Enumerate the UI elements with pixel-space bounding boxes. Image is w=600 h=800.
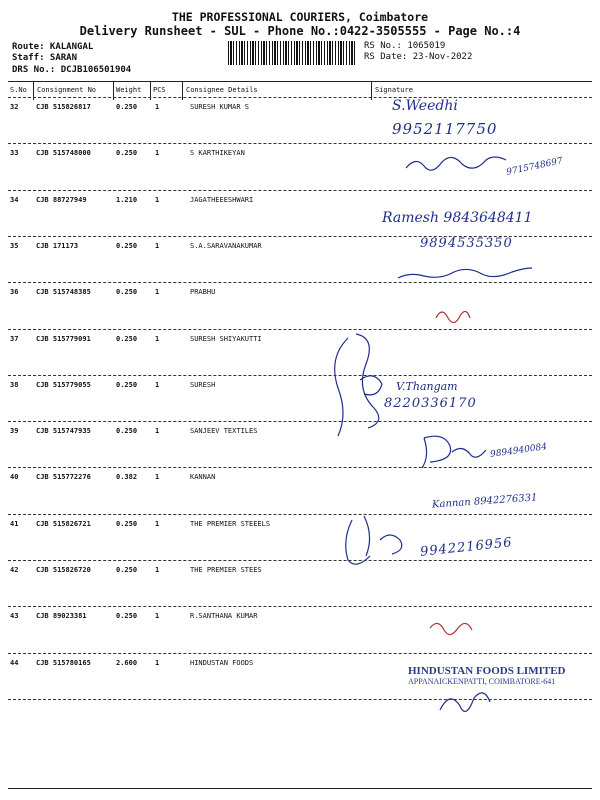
row-sno: 42 [10,566,19,574]
row-consignee: HINDUSTAN FOODS [190,658,254,667]
row-consignment: CJB 515826817 [36,103,91,111]
row-consignee: R.SANTHANA KUMAR [190,612,258,621]
signature-40: Kannan 8942276331 [431,492,538,511]
phone-38: 8220336170 [384,396,477,411]
row-sno: 33 [10,149,19,158]
phone-41: 9942216956 [419,535,514,560]
row-consignment: CJB 515747935 [36,427,91,436]
rs-date: RS Date: 23-Nov-2022 [364,52,473,62]
row-consignee: SURESH KUMAR S [190,103,250,111]
row-weight: 2.600 [116,658,138,667]
col-header-consignment: Consignment No [37,86,97,94]
row-consignee: KANNAN [190,473,216,482]
row-pcs: 1 [155,103,160,111]
row-consignment: CJB 89023381 [36,612,87,621]
row-sno: 37 [10,334,19,343]
row-weight: 0.250 [116,288,138,297]
row-pcs: 1 [155,519,160,528]
row-sno: 44 [10,658,19,667]
row-weight: 0.250 [116,427,138,436]
col-header-weight: Weight [116,86,142,94]
stamp-name: HINDUSTAN FOODS LIMITED [408,665,566,677]
row-sno: 35 [10,241,19,250]
row-consignee: S KARTHIKEYAN [190,149,245,158]
row-pcs: 1 [155,566,160,574]
row-weight: 0.250 [116,149,138,158]
row-consignment: CJB 515748000 [36,149,91,158]
route-label: Route: KALANGAL [12,42,94,52]
row-sno: 34 [10,195,19,204]
row-consignment: CJB 171173 [36,241,79,250]
drs-number: DRS No.: DCJB106501904 [12,65,132,75]
table-bottom-border [8,788,592,789]
row-sno: 39 [10,427,19,436]
row-pcs: 1 [155,149,160,158]
rs-number: RS No.: 1065019 [364,41,446,51]
row-consignee: SURESH SHIYAKUTTI [190,334,262,343]
row-weight: 0.250 [116,612,138,621]
row-sno: 40 [10,473,19,482]
stamp-address: APPANAICKENPATTI, COIMBATORE-641 [408,677,556,686]
runsheet-title: Delivery Runsheet - SUL - Phone No.:0422-3505555 - Page No.:4 [79,24,521,38]
row-consignee: SURESH [190,380,216,389]
phone-33: 9715748697 [505,156,564,178]
signature-38: V.Thangam [396,380,458,393]
col-header-signature: Signature [375,86,413,94]
row-consignment: CJB 515772276 [36,473,91,482]
company-title: THE PROFESSIONAL COURIERS, Coimbatore [171,10,429,24]
row-sno: 41 [10,519,19,528]
row-consignment: CJB 515826720 [36,566,91,574]
row-consignee: THE PREMIER STEEELS [190,519,271,528]
company-stamp [408,665,566,686]
row-sno: 36 [10,288,19,297]
row-pcs: 1 [155,241,160,250]
row-sno: 43 [10,612,19,621]
phone-39: 9894940084 [489,442,548,460]
signature-32: S.Weedhi [392,98,458,114]
row-consignee: SANJEEV TEXTILES [190,427,258,436]
row-pcs: 1 [155,658,160,667]
row-consignment: CJB 88727949 [36,195,87,204]
row-weight: 0.250 [116,103,138,111]
row-pcs: 1 [155,288,160,297]
row-consignee: THE PREMIER STEES [190,566,262,574]
row-pcs: 1 [155,427,160,436]
row-weight: 0.250 [116,566,138,574]
row-consignee: S.A.SARAVANAKUMAR [190,241,262,250]
row-weight: 0.250 [116,241,138,250]
row-pcs: 1 [155,380,160,389]
col-header-consignee: Consignee Details [186,86,258,94]
signature-34: Ramesh 9843648411 [382,210,533,226]
row-weight: 0.382 [116,473,138,482]
row-pcs: 1 [155,195,160,204]
staff-label: Staff: SARAN [12,53,78,63]
row-weight: 0.250 [116,334,138,343]
row-pcs: 1 [155,473,160,482]
col-header-pcs: PCS [153,86,166,94]
row-weight: 0.250 [116,380,138,389]
row-consignee: JAGATHEEESHWARI [190,195,254,204]
row-consignment: CJB 515779091 [36,334,91,343]
row-consignee: PRABHU [190,288,216,297]
row-consignment: CJB 515780165 [36,658,91,667]
row-sno: 38 [10,380,19,389]
row-weight: 0.250 [116,519,138,528]
row-consignment: CJB 515826721 [36,519,91,528]
row-consignment: CJB 515779055 [36,380,91,389]
row-pcs: 1 [155,612,160,621]
col-header-sno: S.No [10,86,27,94]
row-consignment: CJB 515748385 [36,288,91,297]
phone-32: 9952117750 [392,120,498,138]
row-sno: 32 [10,103,19,111]
row-weight: 1.210 [116,195,138,204]
phone-35: 9894535350 [420,236,513,251]
row-pcs: 1 [155,334,160,343]
